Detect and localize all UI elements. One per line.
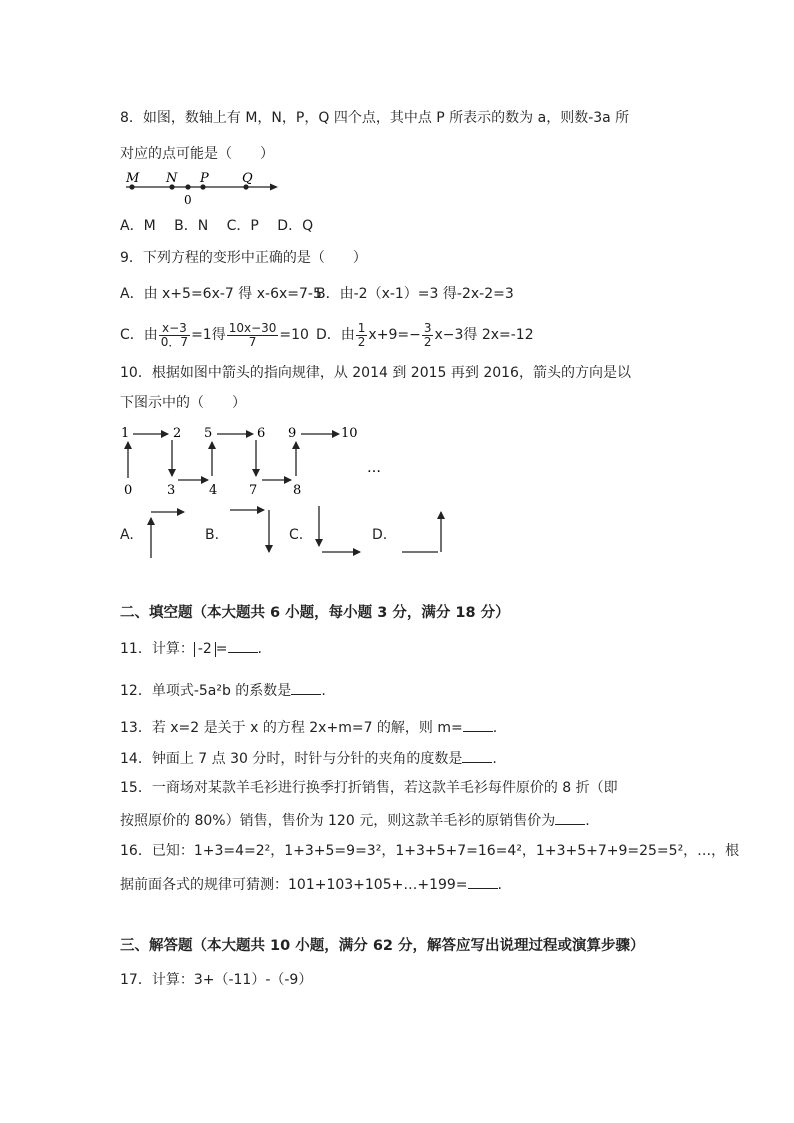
q9-c-mid: =1得 [191, 327, 226, 343]
q9-option-c [120, 320, 309, 350]
q9-c-fraction-2 [227, 322, 279, 349]
q9-d-f2-den: 2 [423, 334, 432, 349]
q12-text: 12．单项式-5a²b 的系数是 [120, 683, 292, 699]
q14-end: . [492, 751, 497, 767]
q9-option-a: A．由 x+5=6x-7 得 x-6x=7-5 [120, 286, 322, 302]
q9-option-d [316, 320, 534, 350]
num-4: 4 [209, 483, 218, 498]
q11-eq: = [215, 641, 228, 657]
q9-option-b: B．由-2（x-1）=3 得-2x-2=3 [316, 286, 514, 302]
q11 [120, 638, 262, 658]
q14-text: 14．钟面上 7 点 30 分时，时针与分针的夹角的度数是 [120, 751, 463, 767]
answer-blank-16[interactable] [468, 874, 498, 889]
q15-text: 按照原价的 80%）销售，售价为 120 元，则这款羊毛衫的原销售价为 [120, 813, 556, 829]
q13-text: 13．若 x=2 是关于 x 的方程 2x+m=7 的解，则 m= [120, 720, 463, 736]
section2-title: 二、填空题（本大题共 6 小题，每小题 3 分，满分 18 分） [120, 605, 510, 621]
answer-blank-14[interactable] [462, 748, 492, 763]
q9-d-f1-den: 2 [357, 334, 366, 349]
q16-line2 [120, 874, 502, 894]
q10-stem-line1: 10．根据如图中箭头的指向规律，从 2014 到 2015 再到 2016，箭头的方向是以 [120, 365, 631, 381]
q9-c-f1-num: x−3 [159, 322, 190, 336]
num-9: 9 [288, 426, 297, 441]
q15-end: . [585, 813, 590, 829]
q9-d-mid: x+9=− [368, 327, 421, 343]
q9-d-end: x−3得 2x=-12 [434, 327, 534, 343]
label-n: N [166, 171, 178, 186]
q16-line1: 16．已知：1+3=4=2²，1+3+5=9=3²，1+3+5+7=16=4²，1+3+5+7+9=25=5²，…，根 [120, 843, 740, 859]
q9-stem: 9．下列方程的变形中正确的是（ ） [120, 250, 367, 266]
q13-end: . [492, 720, 498, 736]
q10-option-b-label: B. [205, 527, 220, 543]
q12-end: . [321, 683, 326, 699]
section3-title: 三、解答题（本大题共 10 小题，满分 62 分，解答应写出说理过程或演算步骤） [120, 938, 645, 954]
q10-option-d-label: D. [372, 527, 388, 543]
q15-line2 [120, 810, 590, 830]
point-origin [185, 184, 190, 189]
q13 [120, 717, 497, 737]
answer-blank-15[interactable] [555, 810, 585, 825]
q10-option-a-label: A. [120, 527, 134, 543]
q9-c-end: =10 [279, 327, 309, 343]
q16-end: . [497, 877, 502, 893]
num-8: 8 [293, 483, 302, 498]
q11-end: . [257, 641, 262, 657]
num-6: 6 [257, 426, 266, 441]
num-10: 10 [341, 426, 358, 441]
q11-prefix: 11．计算： [120, 641, 194, 657]
q17: 17．计算：3+（-11）-（-9） [120, 972, 313, 988]
q9-d-fraction-2 [422, 322, 434, 349]
q9-d-prefix: D．由 [316, 327, 355, 343]
arrow-pattern-figure [115, 420, 395, 502]
num-3: 3 [167, 483, 176, 498]
answer-blank-12[interactable] [291, 680, 321, 695]
q10-option-a-figure [142, 504, 192, 560]
num-7: 7 [249, 483, 258, 498]
q9-c-f1-den: 0．7 [160, 334, 189, 349]
ellipsis: … [367, 460, 381, 476]
q10-option-c-figure [312, 504, 364, 560]
num-0: 0 [124, 483, 133, 498]
q9-c-prefix: C．由 [120, 327, 158, 343]
q9-c-fraction-1 [159, 322, 190, 349]
q14 [120, 748, 497, 768]
number-line-figure [118, 168, 288, 210]
q8-stem-line2: 对应的点可能是（ ） [120, 146, 274, 162]
q10-option-d-figure [398, 504, 450, 560]
label-p: P [200, 171, 209, 186]
q11-abs: -2 [194, 642, 216, 657]
q9-c-f2-den: 7 [248, 334, 257, 349]
answer-blank-11[interactable] [228, 638, 258, 653]
answer-blank-13[interactable] [463, 717, 493, 732]
q12 [120, 680, 326, 700]
num-5: 5 [204, 426, 213, 441]
q10-option-c-label: C. [289, 527, 304, 543]
q9-d-f1-num: 1 [357, 320, 366, 335]
q8-stem-line1: 8．如图，数轴上有 M，N，P，Q 四个点，其中点 P 所表示的数为 a，则数-3a 所 [120, 110, 630, 126]
q10-stem-line2: 下图示中的（ ） [120, 395, 246, 411]
q15-line1: 15．一商场对某款羊毛衫进行换季打折销售，若这款羊毛衫每件原价的 8 折（即 [120, 780, 618, 796]
q9-d-f2-num: 3 [423, 320, 432, 335]
q9-c-f2-num: 10x−30 [228, 320, 277, 335]
q16-text: 据前面各式的规律可猜测：101+103+105+…+199= [120, 877, 468, 893]
q10-option-b-figure [228, 504, 280, 560]
label-m: M [126, 171, 140, 186]
num-1: 1 [121, 426, 130, 441]
number-line-arrow [270, 184, 278, 191]
q8-options: A．M B．N C．P D．Q [120, 218, 314, 234]
num-2: 2 [173, 426, 182, 441]
label-q: Q [242, 171, 253, 186]
label-origin: 0 [184, 193, 192, 207]
q9-d-fraction-1 [356, 322, 368, 349]
